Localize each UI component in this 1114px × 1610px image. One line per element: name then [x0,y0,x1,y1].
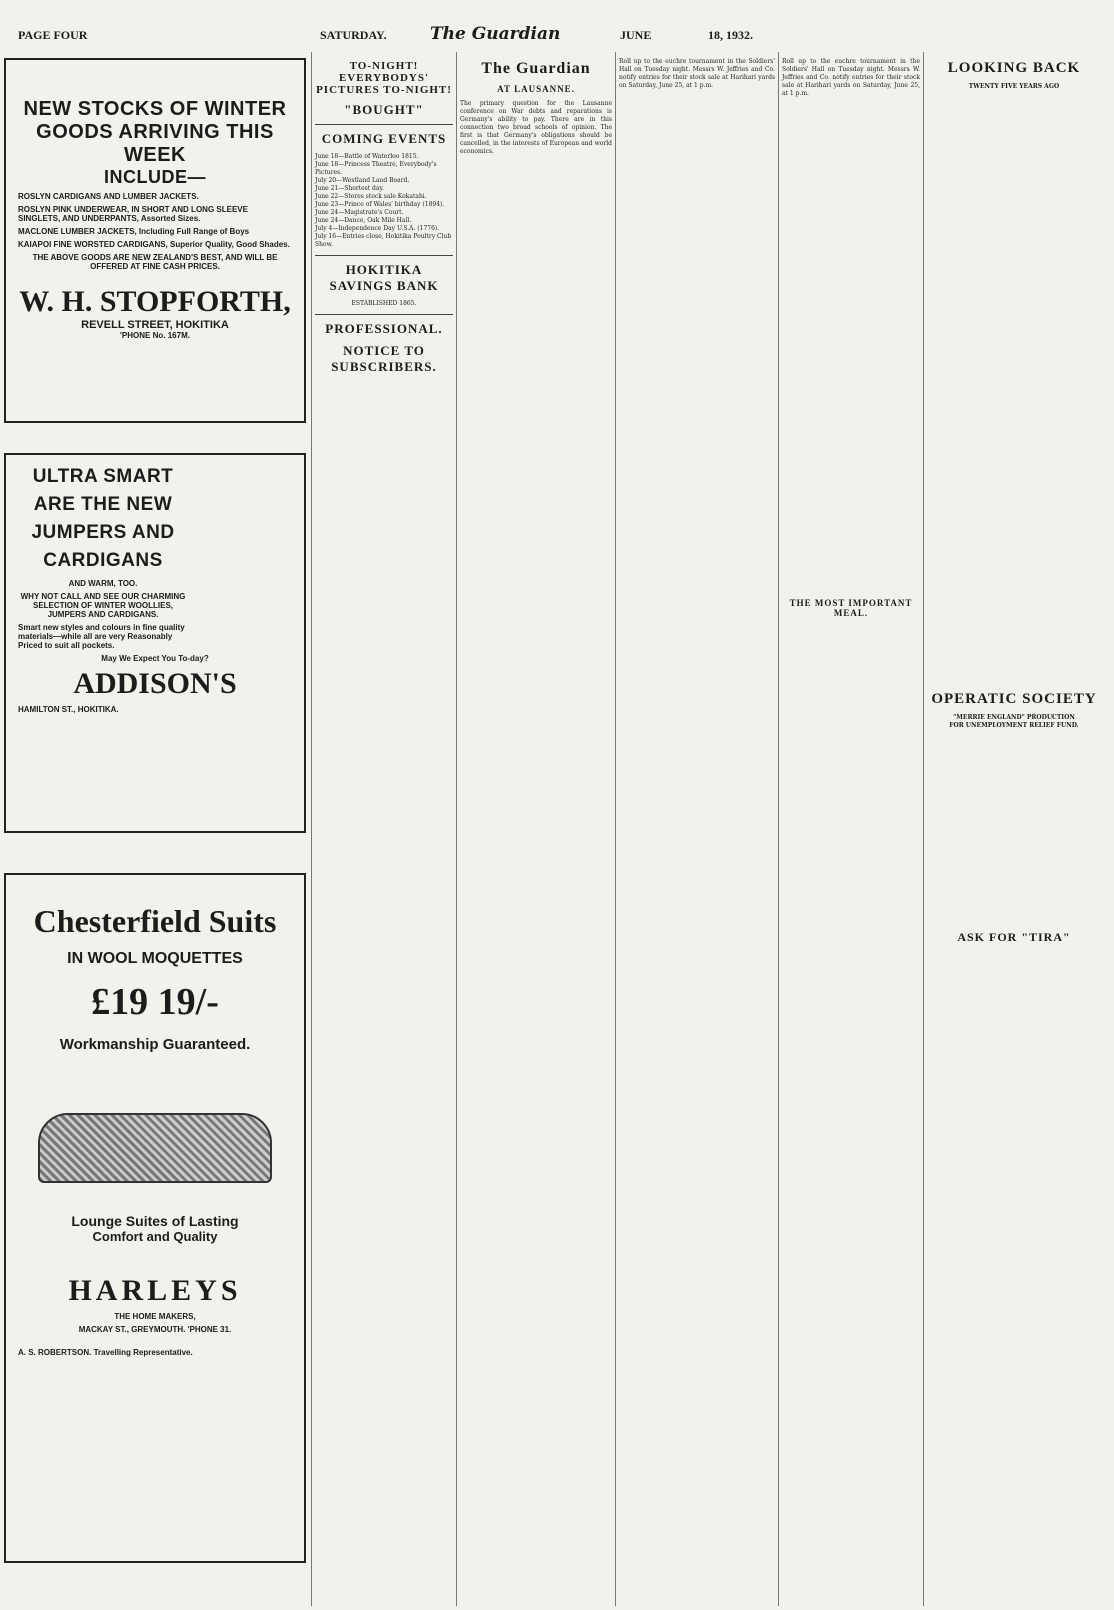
harleys-name: HARLEYS [68,1274,242,1307]
harleys-ad [4,873,306,1563]
savings-bank-heading: HOKITIKA SAVINGS BANK [329,262,439,293]
stopforth-headline: NEW STOCKS OF WINTER GOODS ARRIVING THIS WEEK [23,98,287,166]
event-item: June 23—Prince of Wales' birthday (1894). [315,201,445,208]
stopforth-phone: 'PHONE No. 167M. [120,331,190,340]
sofa-illustration [38,1113,272,1183]
stopforth-address: REVELL STREET, HOKITIKA [81,319,229,331]
column-events [313,54,455,1606]
event-item: July 16—Entries close, Hokitika Poultry Club Show. [315,233,452,248]
meal-heading: THE MOST IMPORTANT MEAL. [789,598,913,618]
page-number: PAGE FOUR [18,28,88,42]
tira-heading: ASK FOR "TIRA" [957,930,1071,944]
looking-back-heading: LOOKING BACK [947,60,1081,76]
harleys-price: £19 19/- [91,981,219,1023]
column-editorial [458,54,614,1606]
event-item: June 22—Stores stock sale Kokatahi. [315,193,427,200]
event-item: June 24—Dance, Oak Mile Hall. [315,217,412,224]
ad-line: Lounge Suites of Lasting [71,1213,239,1229]
ad-line: IN WOOL MOQUETTES [67,950,243,967]
event-item: June 21—Shortest day. [315,185,384,192]
ad-line: May We Expect You To-day? [101,654,209,663]
addison-headline: ULTRA SMART ARE THE NEW JUMPERS AND CARDIGANS [31,466,175,571]
column-local-news [617,54,777,1606]
unemployment-fund-heading: FOR UNEMPLOYMENT RELIEF FUND. [949,722,1079,729]
masthead [18,24,1098,48]
event-item: July 4—Independence Day U.S.A. (1776). [315,225,440,232]
editorial-body: The primary question for the Lausanne conference on War debts and reparations is Germany's ability to pay. There are in this connection two broad schools of opinion. The first is that Germany's obligations should be cancelled, in the interests of European and world economics. [460,100,612,155]
ad-line: MACLONE LUMBER JACKETS, Including Full Range of Boys [18,227,250,236]
ad-line: AND WARM, TOO. [68,579,138,588]
bank-established: ESTABLISHED 1865. [351,300,417,307]
month: JUNE [620,28,652,42]
ad-line: ROSLYN CARDIGANS AND LUMBER JACKETS. [18,192,199,201]
ad-line: Comfort and Quality [92,1229,218,1244]
harleys-headline: Chesterfield Suits [33,903,277,939]
operatic-heading: OPERATIC SOCIETY [931,691,1097,707]
ad-line: ROSLYN PINK UNDERWEAR, IN SHORT AND LONG SLEEVE SINGLETS, AND UNDERPANTS, Assorted Sizes. [18,205,248,223]
ad-line: WHY NOT CALL AND SEE OUR CHARMING SELECTION OF WINTER WOOLLIES, JUMPERS AND CARDIGANS. [20,592,186,619]
addison-address: HAMILTON ST., HOKITIKA. [18,705,119,714]
day: SATURDAY. [320,28,387,42]
ad-line: Workmanship Guaranteed. [59,1036,251,1053]
notice-heading: NOTICE TO SUBSCRIBERS. [331,343,437,374]
event-item: June 18—Battle of Waterloo 1815. [315,153,419,160]
ad-line: MACKAY ST., GREYMOUTH. 'PHONE 31. [78,1325,232,1334]
event-item: July 20—Westland Land Board. [315,177,410,184]
date: 18, 1932. [708,28,753,42]
ad-line: Smart new styles and colours in fine quality materials—while all are very Reasonably Priced to suit all pockets. [18,623,185,650]
coming-events-heading: COMING EVENTS [321,131,447,146]
stopforth-name: W. H. STOPFORTH, [19,285,291,318]
stopforth-ad [4,58,306,423]
ad-line: KAIAPOI FINE WORSTED CARDIGANS, Superior Quality, Good Shades. [18,240,290,249]
addison-ad [4,453,306,833]
column-ads [0,54,310,1606]
column-looking-back [926,54,1102,1606]
local-news-body: Roll up to the euchre tournament in the Soldiers' Hall on Tuesday night. Messrs W. Jeffries and Co. notify entries for their stock sale at Harihari yards on Saturday, June 25, at 1 p.m. [619,58,775,89]
editorial-masthead: The Guardian [481,60,591,77]
years-ago-heading: TWENTY FIVE YEARS AGO [968,83,1060,90]
newspaper-title: The Guardian [430,24,561,44]
editorial-heading: AT LAUSANNE. [497,84,575,94]
event-item: June 18—Princess Theatre, Everybody's Pictures. [315,161,437,176]
ad-line: THE HOME MAKERS, [114,1312,196,1321]
professional-heading: PROFESSIONAL. [325,321,443,336]
event-item: June 24—Magistrate's Court. [315,209,404,216]
pictures-ad-film: "BOUGHT" [344,102,424,117]
addison-name: ADDISON'S [73,667,237,700]
stopforth-include: INCLUDE— [104,167,206,187]
pictures-ad-title: TO-NIGHT! EVERYBODYS' PICTURES TO-NIGHT! [316,60,452,96]
ad-line: THE ABOVE GOODS ARE NEW ZEALAND'S BEST, AND WILL BE OFFERED AT FINE CASH PRICES. [32,253,278,271]
column-local-news-2 [780,54,922,1606]
merrie-england-heading: "MERRIE ENGLAND" PRODUCTION [953,714,1075,721]
ad-line: A. S. ROBERTSON. Travelling Representative. [18,1348,193,1357]
local-news-body: Roll up to the euchre tournament in the Soldiers' Hall on Tuesday night. Messrs W. Jeffries and Co. notify entries for their stock sale at Harihari yards on Saturday, June 25, at 1 p.m. [782,58,920,97]
